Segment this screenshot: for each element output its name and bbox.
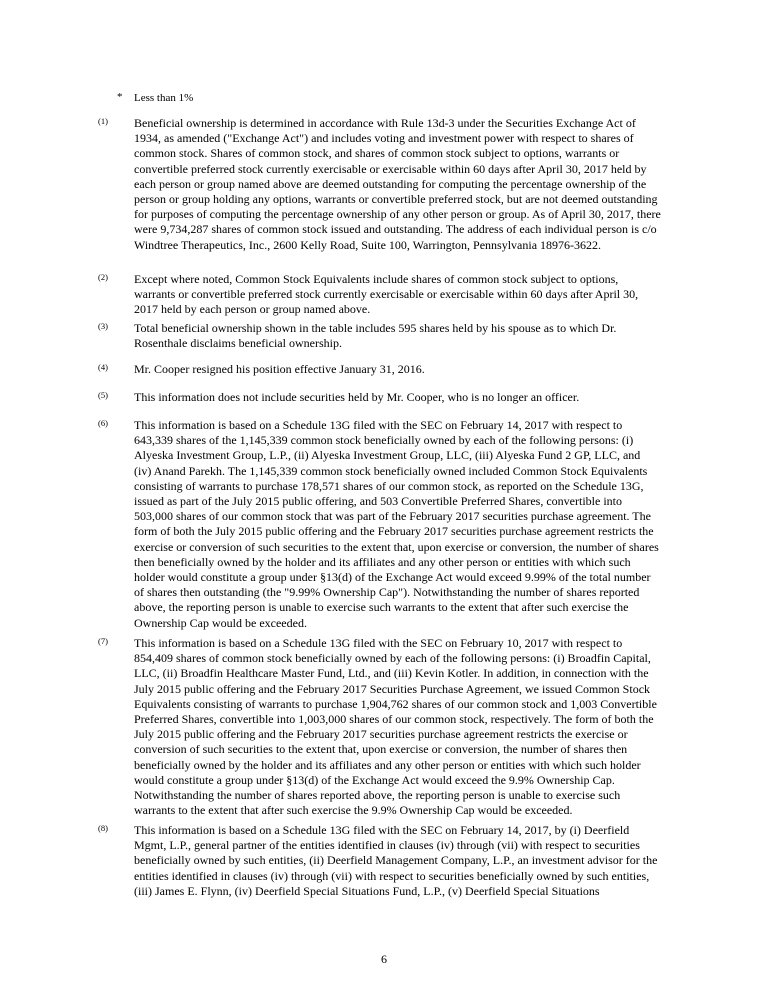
- footnote-text: [134, 418, 674, 631]
- footnote-line: 643,339 shares of the 1,145,339 common stock beneficially owned by each of the following persons: (i): [134, 433, 634, 448]
- footnote-line: Mr. Cooper resigned his position effective January 31, 2016.: [134, 362, 425, 376]
- footnote-line: of shares then outstanding (the "9.99% Ownership Cap"). Notwithstanding the number of shares reported: [134, 585, 640, 600]
- footnote-line: warrants or convertible preferred stock currently exercisable or exercisable within 60 days after April 30,: [134, 287, 639, 302]
- footnote-line: LLC, (ii) Broadfin Healthcare Master Fund, Ltd., and (iii) Kevin Kotler. In addition, in connection with the: [134, 666, 649, 681]
- footnote-line: 2017 held by each person or group named above.: [134, 302, 371, 317]
- footnote-marker: *: [117, 91, 123, 103]
- footnote-line: This information does not include securities held by Mr. Cooper, who is no longer an officer.: [134, 390, 580, 404]
- footnote-line: 854,409 shares of common stock beneficially owned by each of the following persons: (i) Broadfin Capital,: [134, 651, 651, 666]
- footnote-line: Alyeska Investment Group, L.P., (ii) Alyeska Investment Group, LLC, (iii) Alyeska Fund 2 GP, LLC, and: [134, 448, 641, 463]
- footnote-line: Except where noted, Common Stock Equivalents include shares of common stock subject to options,: [134, 272, 619, 286]
- footnote-line: July 2015 public offering and the February 2017 securities purchase agreement restricts the exercise or: [134, 727, 628, 742]
- footnote-line: (iii) James E. Flynn, (iv) Deerfield Special Situations Fund, L.P., (v) Deerfield Special Situations: [134, 883, 600, 898]
- footnote-text: [134, 321, 674, 351]
- footnote-line: entities identified in clauses (iv) through (vii) with respect to securities beneficially owned by such entities,: [134, 868, 650, 883]
- footnote-line: for purposes of computing the percentage ownership of any other person or group. As of April 30, 2017, there: [134, 207, 661, 222]
- footnote-text: Less than 1%: [134, 92, 194, 104]
- footnote-marker: (6): [98, 418, 108, 428]
- page-number: 6: [381, 952, 387, 966]
- footnote-line: person or group holding any options, warrants or convertible preferred stock, but are not deemed outstanding: [134, 192, 658, 207]
- footnote-line: Notwithstanding the number of shares reported above, the reporting person is unable to exercise such: [134, 788, 621, 803]
- footnote-line: (iv) Anand Parekh. The 1,145,339 common stock beneficially owned included Common Stock Equivalents: [134, 463, 648, 478]
- footnote-line: Equivalents consisting of warrants to purchase 1,904,762 shares of our common stock and 1,003 Convertible: [134, 696, 657, 711]
- footnote-line: each person or group named above are deemed outstanding for computing the percentage ownership of the: [134, 176, 647, 191]
- footnote-line: Total beneficial ownership shown in the table includes 595 shares held by his spouse as to which Dr.: [134, 321, 617, 335]
- footnote-text: [134, 823, 674, 899]
- footnote-text: [134, 362, 674, 377]
- footnote-text: [134, 636, 674, 818]
- footnote-marker: (4): [98, 362, 108, 372]
- footnote-line: 503,000 shares of our common stock that was part of the February 2017 securities purchase agreement. The: [134, 509, 651, 524]
- footnote-line: warrants to the extent that after such exercise the 9.9% Ownership Cap would be exceeded.: [134, 803, 573, 818]
- footnote-text: [134, 272, 674, 318]
- footnote-line: holder would constitute a group under §13(d) of the Exchange Act would exceed 9.99% of the total number: [134, 570, 651, 585]
- footnote-line: This information is based on a Schedule 13G filed with the SEC on February 10, 2017 with respect to: [134, 636, 623, 650]
- footnote-line: convertible preferred stock currently exercisable or exercisable within 60 days after April 30, 2017 held by: [134, 161, 647, 176]
- footnote-line: above, the reporting person is unable to exercise such warrants to the extent that after such exercise the: [134, 600, 629, 615]
- footnote-marker: (3): [98, 321, 108, 331]
- footnote-line: common stock. Shares of common stock, and shares of common stock subject to options, warrants or: [134, 146, 620, 161]
- footnote-line: exercise or conversion of such securities to the extent that, upon exercise or conversion, the number of shares: [134, 539, 659, 554]
- footnote-line: This information is based on a Schedule 13G filed with the SEC on February 14, 2017 with respect to: [134, 418, 623, 432]
- footnote-marker: (5): [98, 390, 108, 400]
- footnote-line: issued as part of the July 2015 public offering, and 503 Convertible Preferred Shares, convertible into: [134, 494, 622, 509]
- footnote-line: consisting of warrants to purchase 178,571 shares of our common stock, as reported on the Schedule 13G,: [134, 478, 644, 493]
- footnote-line: This information is based on a Schedule 13G filed with the SEC on February 14, 2017, by (i) Deerfield: [134, 823, 630, 837]
- footnote-line: beneficially owned by such entities, (ii) Deerfield Management Company, L.P., an investment advisor for the: [134, 853, 658, 868]
- footnote-marker: (2): [98, 272, 108, 282]
- footnote-line: July 2015 public offering and the February 2017 Securities Purchase Agreement, we issued Common Stock: [134, 681, 651, 696]
- footnote-line: beneficially owned by the holder and its affiliates and any other person or entities with which such holder: [134, 757, 641, 772]
- footnote-line: form of both the July 2015 public offering and the February 2017 securities purchase agreement restricts the: [134, 524, 654, 539]
- footnote-text: [134, 390, 674, 405]
- footnote-line: 1934, as amended ("Exchange Act") and includes voting and investment power with respect to shares of: [134, 131, 634, 146]
- footnote-marker: (8): [98, 823, 108, 833]
- footnote-line: Preferred Shares, convertible into 1,003,000 shares of our common stock, respectively. The form of both the: [134, 712, 654, 727]
- footnote-line: conversion of such securities to the extent that, upon exercise or conversion, the number of shares then: [134, 742, 628, 757]
- footnote-line: Beneficial ownership is determined in accordance with Rule 13d-3 under the Securities Exchange Act of: [134, 116, 636, 130]
- footnote-line: Rosenthale disclaims beneficial ownership.: [134, 336, 342, 351]
- footnote-text: [134, 116, 674, 253]
- footnote-line: would constitute a group under §13(d) of the Exchange Act would exceed the 9.9% Ownership Cap.: [134, 772, 615, 787]
- footnote-line: Mgmt, L.P., general partner of the entities identified in clauses (iv) through (vii) with respect to securities: [134, 838, 640, 853]
- footnote-line: then beneficially owned by the holder and its affiliates and any other person or entities with which such: [134, 554, 631, 569]
- footnote-marker: (1): [98, 116, 108, 126]
- footnote-marker: (7): [98, 636, 108, 646]
- footnote-line: Windtree Therapeutics, Inc., 2600 Kelly Road, Suite 100, Warrington, Pennsylvania 18976-3622.: [134, 237, 602, 252]
- footnote-line: were 9,734,287 shares of common stock issued and outstanding. The address of each individual person is c/o: [134, 222, 657, 237]
- footnote-line: Ownership Cap would be exceeded.: [134, 615, 307, 630]
